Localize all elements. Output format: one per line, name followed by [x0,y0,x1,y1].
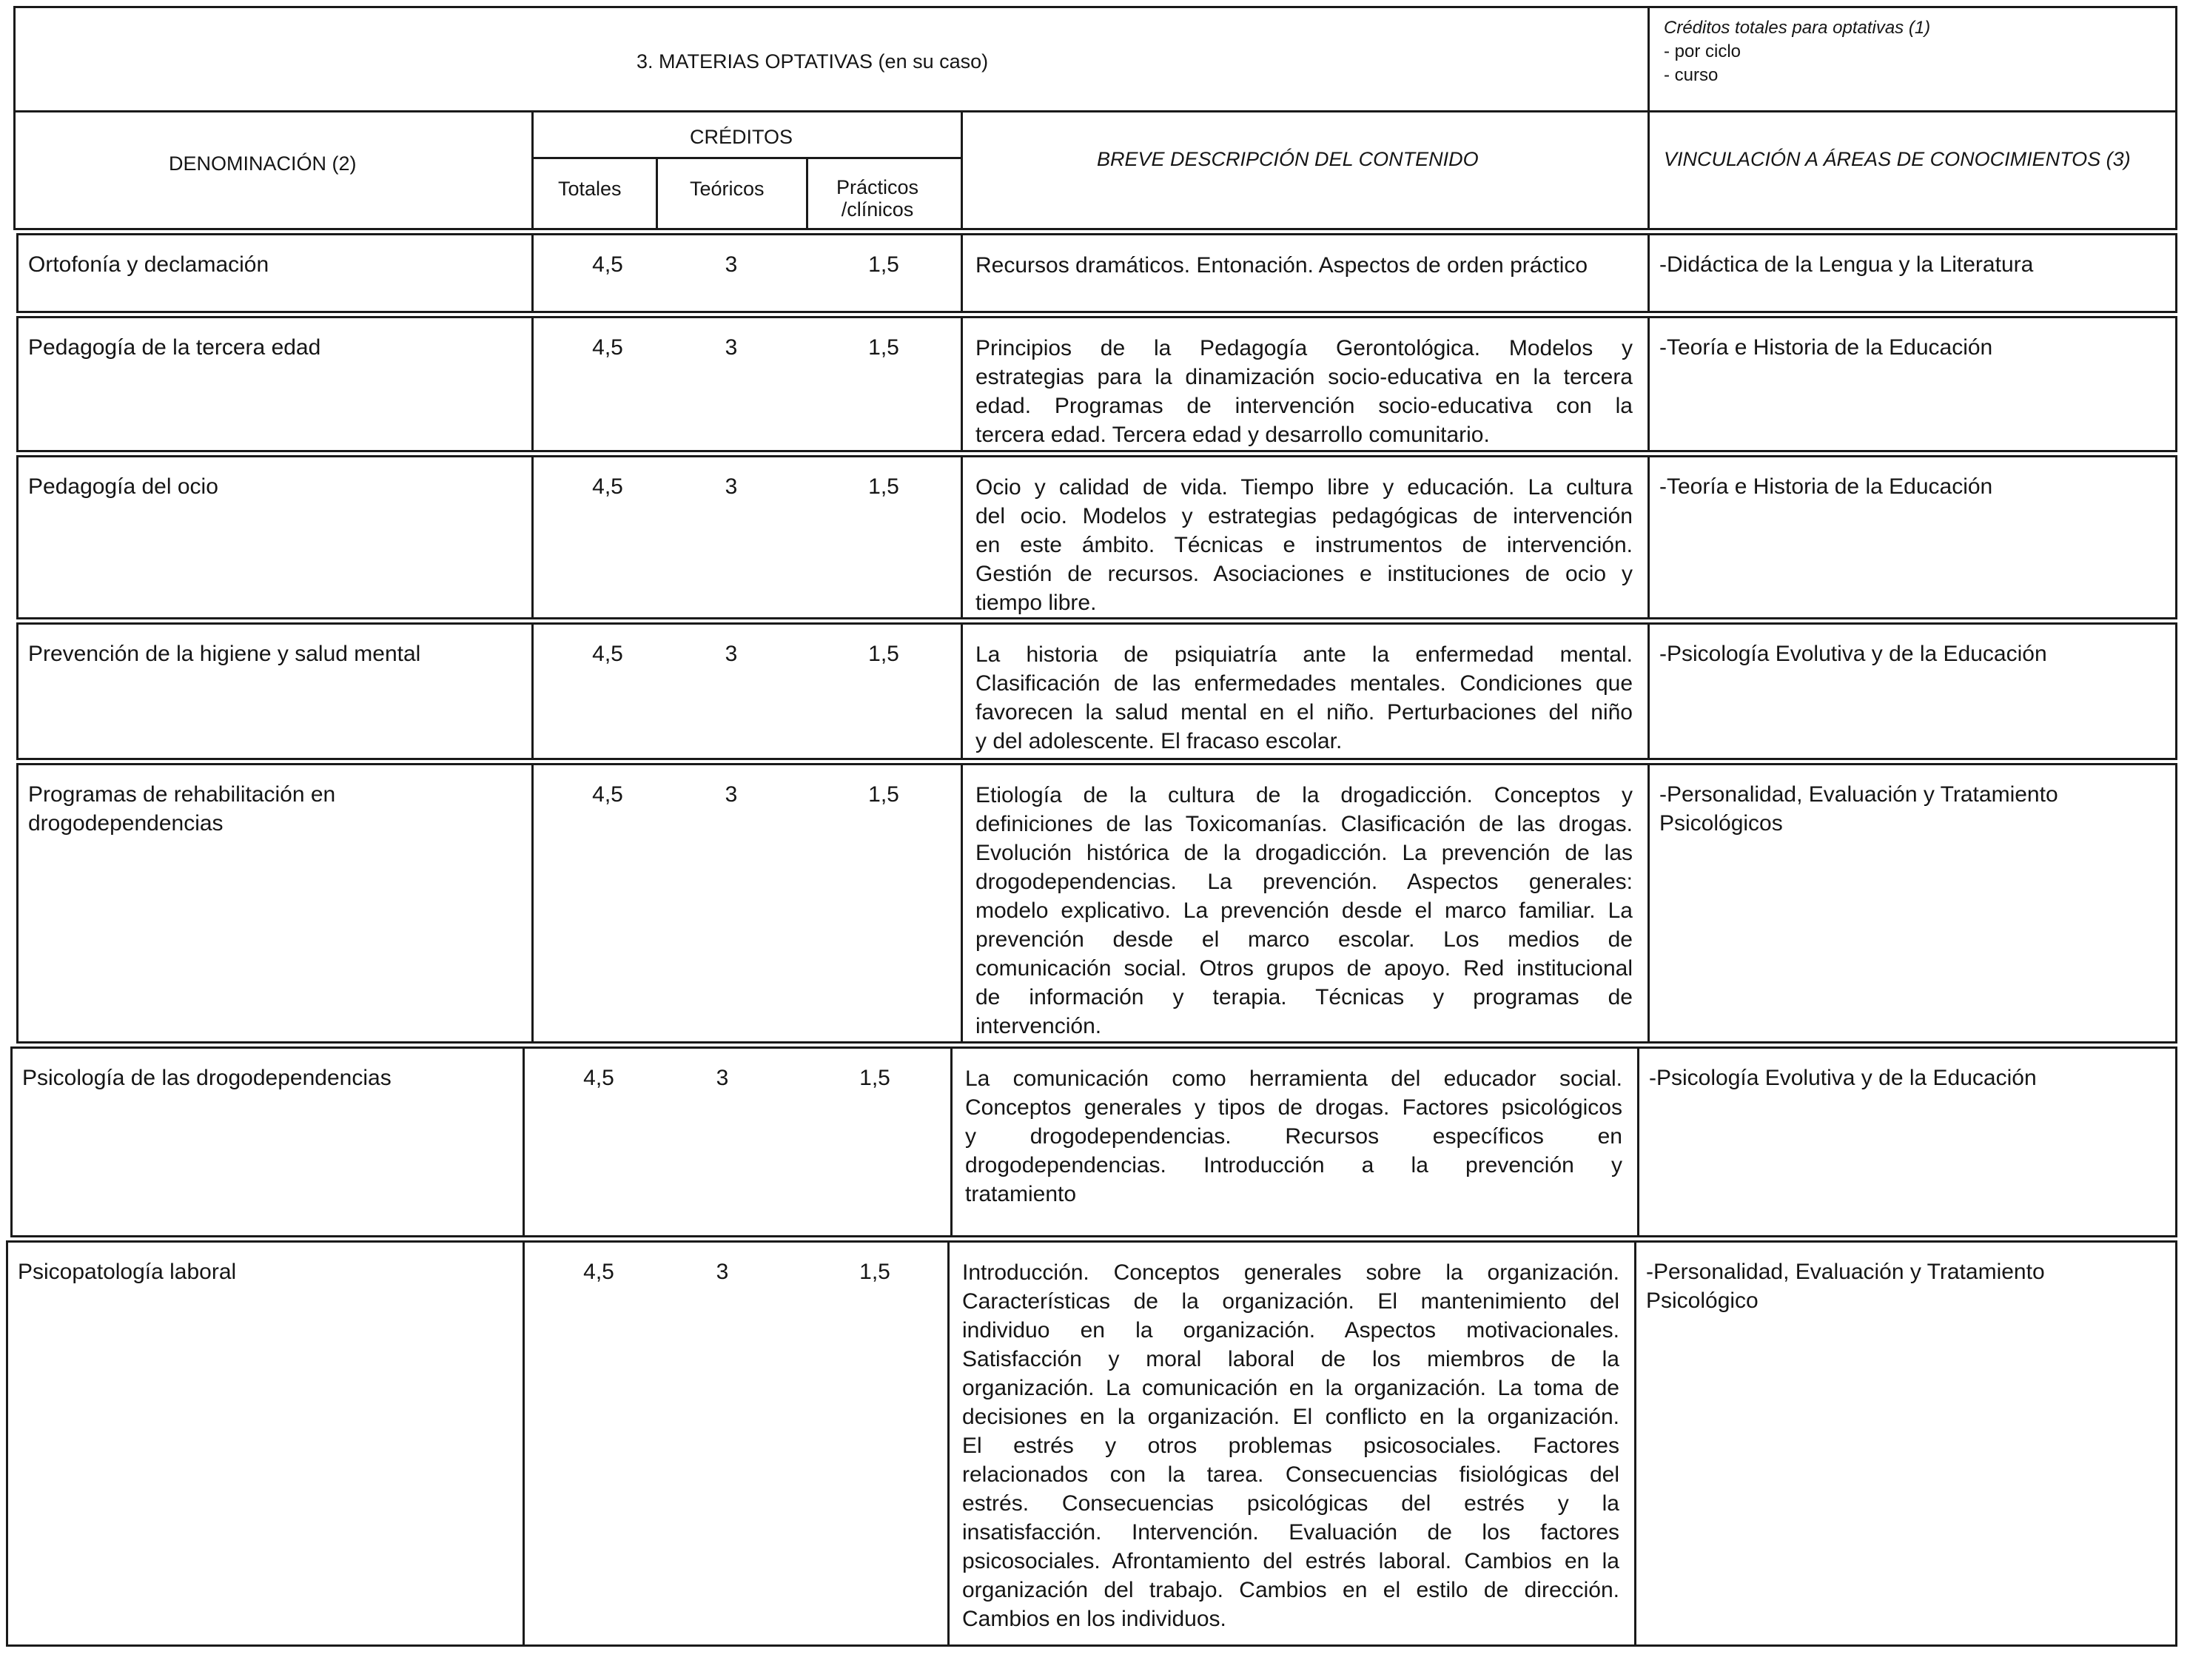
row-descripcion-line: Recursos dramáticos. Entonación. Aspectos de orden práctico [975,253,1588,278]
row-practicos: 1,5 [868,252,899,277]
row-vinculacion: -Psicología Evolutiva y de la Educación [1659,642,2047,666]
cell-divider [531,233,534,313]
row-denominacion: Psicopatología laboral [18,1260,237,1284]
row-teoricos: 3 [725,252,738,277]
cell-divider [1637,1046,1639,1237]
row-descripcion-line: tratamiento [965,1182,1077,1206]
row-descripcion-line: drogodependencias. La prevención. Aspectos generales: [975,870,1633,894]
row-totales: 4,5 [592,782,623,807]
row-totales: 4,5 [592,642,623,666]
row-denominacion: Pedagogía del ocio [28,474,218,499]
cell-divider [950,1046,953,1237]
row-descripcion-line: La comunicación como herramienta del educador social. [965,1066,1622,1091]
title-divider [1647,6,1650,112]
row-descripcion-line: Principios de la Pedagogía Gerontológica. Modelos y [975,336,1633,360]
credits-note-line: - curso [1664,65,1719,85]
row-practicos: 1,5 [868,642,899,666]
row-descripcion-line: intervención. [975,1014,1102,1038]
credits-note-line: - por ciclo [1664,41,1741,61]
row-denominacion: Ortofonía y declamación [28,252,269,277]
row-vinculacion: -Teoría e Historia de la Educación [1659,335,1993,360]
cell-divider [1647,763,1650,1044]
row-descripcion-line: de información y terapia. Técnicas y programas de [975,985,1633,1009]
row-descripcion-line: estrés. Consecuencias psicológicas del estrés y la [962,1491,1619,1516]
cell-divider [1647,316,1650,452]
cell-divider [523,1046,525,1237]
header-divider [531,110,534,230]
col-header-practicos-line: /clínicos [841,198,914,221]
row-practicos: 1,5 [859,1260,890,1284]
row-descripcion-line: en este ámbito. Técnicas e instrumentos de intervención. [975,533,1633,557]
cell-divider [531,455,534,619]
row-vinculacion: -Didáctica de la Lengua y la Literatura [1659,252,2034,277]
cell-divider [961,763,963,1044]
row-descripcion-line: organización del trabajo. Cambios en el estilo de dirección. [962,1578,1619,1602]
row-teoricos: 3 [716,1260,729,1284]
row-totales: 4,5 [592,252,623,277]
row-descripcion-line: Etiología de la cultura de la drogadicción. Conceptos y [975,783,1633,807]
cell-divider [1647,233,1650,313]
row-totales: 4,5 [583,1066,614,1090]
cell-divider [523,1240,525,1647]
row-descripcion-line: La historia de psiquiatría ante la enfermedad mental. [975,642,1633,667]
row-descripcion-line: Clasificación de las enfermedades mentales. Condiciones que [975,671,1633,696]
row-practicos: 1,5 [868,335,899,360]
row-teoricos: 3 [725,474,738,499]
row-descripcion-line: comunicación social. Otros grupos de apoyo. Red institucional [975,956,1633,981]
row-descripcion-line: relacionados con la tarea. Consecuencias fisiológicas del [962,1462,1619,1487]
row-descripcion-line: Conceptos generales y tipos de drogas. Factores psicológicos [965,1095,1622,1120]
row-descripcion-line: psicosociales. Afrontamiento del estrés laboral. Cambios en la [962,1549,1619,1573]
row-practicos: 1,5 [859,1066,890,1090]
row-denominacion: Prevención de la higiene y salud mental [28,642,421,666]
creditos-subdivider [656,157,658,230]
row-descripcion-line: drogodependencias. Introducción a la prevención y [965,1153,1622,1177]
cell-divider [531,316,534,452]
cell-divider [1647,622,1650,760]
row-descripcion-line: Cambios en los individuos. [962,1607,1226,1631]
row-vinculacion: Psicológicos [1659,811,1783,836]
row-descripcion-line: modelo explicativo. La prevención desde el marco familiar. La [975,898,1633,923]
row-vinculacion: Psicológico [1646,1288,1759,1313]
cell-divider [1634,1240,1636,1647]
row-descripcion-line: favorecen la salud mental en el niño. Perturbaciones del niño [975,700,1633,725]
creditos-subdivider [806,157,808,230]
row-denominacion: Programas de rehabilitación en [28,782,336,807]
row-descripcion-line: y del adolescente. El fracaso escolar. [975,729,1343,753]
row-denominacion: Pedagogía de la tercera edad [28,335,321,360]
col-header-denominacion: DENOMINACIÓN (2) [169,152,357,175]
row-descripcion-line: prevención desde el marco escolar. Los medios de [975,927,1633,952]
row-denominacion: drogodependencias [28,811,224,836]
cell-divider [961,233,963,313]
row-descripcion-line: tercera edad. Tercera edad y desarrollo comunitario. [975,423,1490,447]
row-totales: 4,5 [592,335,623,360]
creditos-divider [531,157,961,159]
header-divider [961,110,963,230]
col-header-practicos-line: Prácticos [836,176,919,198]
credits-note-title: Créditos totales para optativas (1) [1664,18,1931,38]
row-descripcion-line: Gestión de recursos. Asociaciones e instituciones de ocio y [975,562,1633,586]
cell-divider [1647,455,1650,619]
cell-divider [531,622,534,760]
row-practicos: 1,5 [868,782,899,807]
header-divider [1647,110,1650,230]
row-descripcion-line: y drogodependencias. Recursos específicos en [965,1124,1622,1149]
row-teoricos: 3 [725,782,738,807]
col-header-practicos [836,176,918,221]
row-descripcion-line: organización. La comunicación en la organización. La toma de [962,1376,1619,1400]
row-denominacion: Psicología de las drogodependencias [22,1066,392,1090]
col-header-teoricos: Teóricos [690,178,765,200]
section-title: 3. MATERIAS OPTATIVAS (en su caso) [636,50,989,73]
col-header-descripcion: BREVE DESCRIPCIÓN DEL CONTENIDO [1097,148,1479,170]
col-header-creditos: CRÉDITOS [690,126,793,148]
row-descripcion-line: Introducción. Conceptos generales sobre la organización. [962,1260,1619,1285]
row-totales: 4,5 [592,474,623,499]
row-descripcion-line: Ocio y calidad de vida. Tiempo libre y educación. La cultura [975,475,1633,500]
cell-divider [947,1240,950,1647]
row-totales: 4,5 [583,1260,614,1284]
row-teoricos: 3 [725,335,738,360]
cell-divider [961,316,963,452]
row-descripcion-line: decisiones en la organización. El conflicto en la organización. [962,1405,1619,1429]
row-descripcion-line: Satisfacción y moral laboral de los miembros de la [962,1347,1619,1371]
row-descripcion-line: definiciones de las Toxicomanías. Clasificación de las drogas. [975,812,1633,836]
row-descripcion-line: insatisfacción. Intervención. Evaluación de los factores [962,1520,1619,1545]
cell-divider [531,763,534,1044]
row-descripcion-line: Evolución histórica de la drogadicción. La prevención de las [975,841,1633,865]
row-descripcion-line: Características de la organización. El mantenimiento del [962,1289,1619,1314]
row-practicos: 1,5 [868,474,899,499]
row-vinculacion: -Teoría e Historia de la Educación [1659,474,1993,499]
cell-divider [961,622,963,760]
row-descripcion-line: edad. Programas de intervención socio-educativa con la [975,394,1633,418]
credits-note [1664,16,1930,87]
row-descripcion-line: El estrés y otros problemas psicosociales. Factores [962,1434,1619,1458]
row-vinculacion: -Personalidad, Evaluación y Tratamiento [1659,782,2058,807]
col-header-totales: Totales [558,178,622,200]
row-descripcion-line: individuo en la organización. Aspectos motivacionales. [962,1318,1619,1343]
row-descripcion-line: tiempo libre. [975,591,1097,615]
row-vinculacion: -Personalidad, Evaluación y Tratamiento [1646,1260,2045,1284]
row-vinculacion: -Psicología Evolutiva y de la Educación [1649,1066,2037,1090]
cell-divider [961,455,963,619]
row-teoricos: 3 [716,1066,729,1090]
row-teoricos: 3 [725,642,738,666]
col-header-vinculacion: VINCULACIÓN A ÁREAS DE CONOCIMIENTOS (3) [1664,148,2131,170]
row-descripcion-line: estrategias para la dinamización socio-educativa en la tercera [975,365,1633,389]
row-descripcion-line: del ocio. Modelos y estrategias pedagógicas de intervención [975,504,1633,528]
